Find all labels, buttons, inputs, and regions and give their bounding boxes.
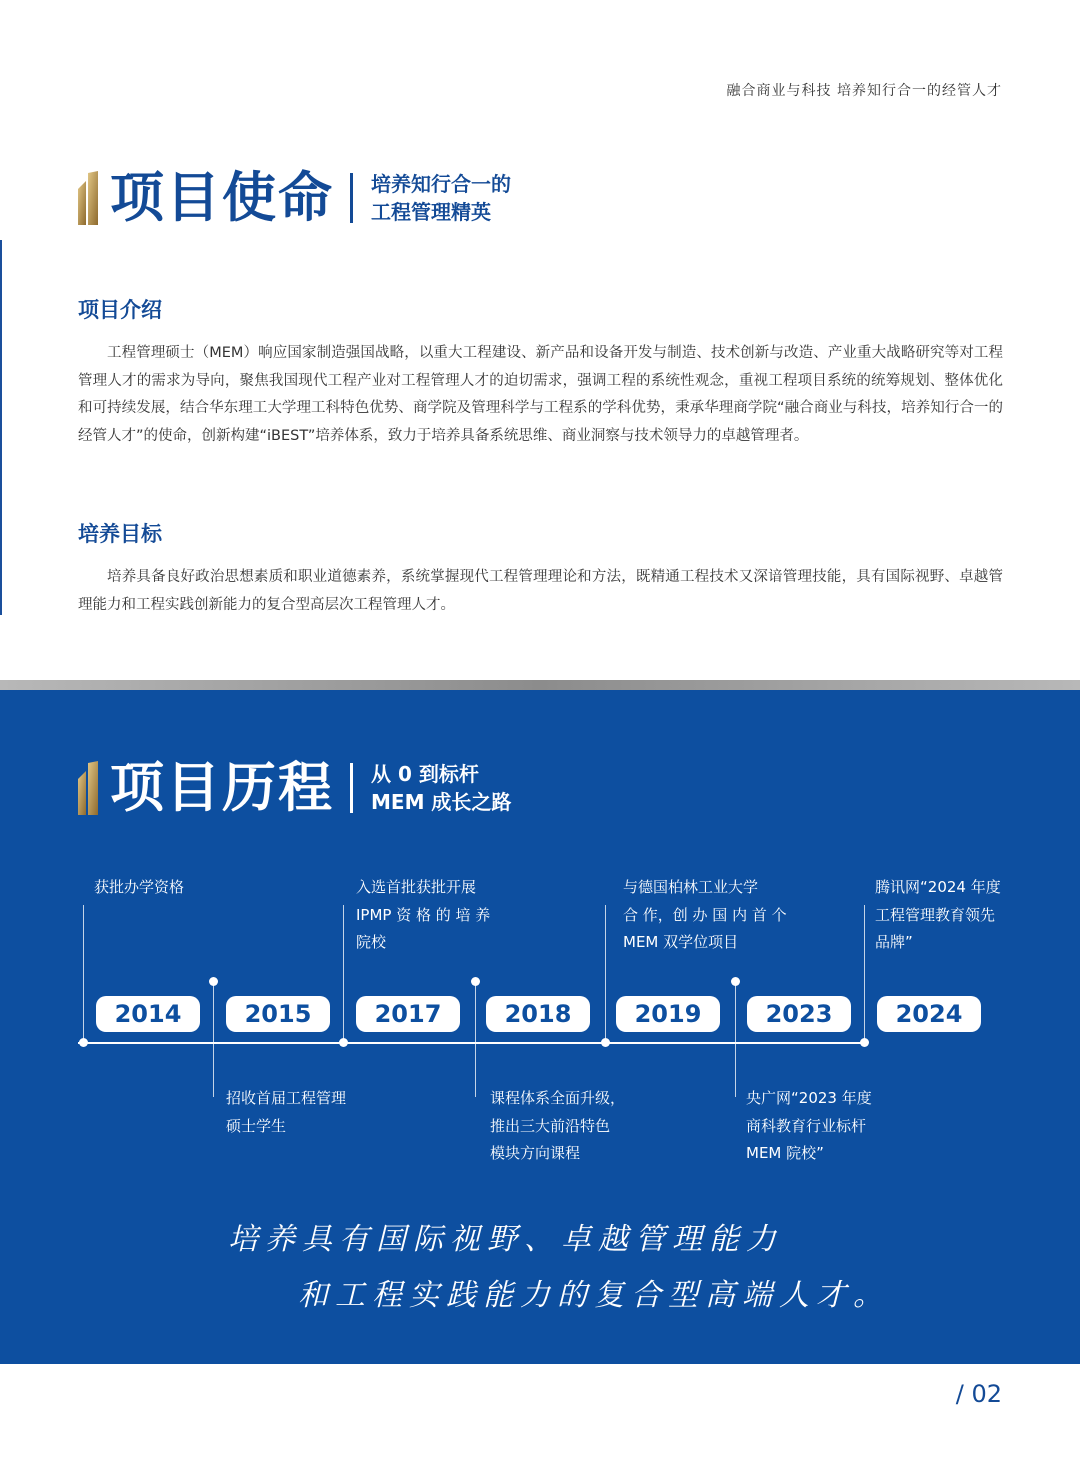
milestone-text: 模块方向课程 [490, 1144, 581, 1162]
intro-paragraph: 工程管理硕士（MEM）响应国家制造强国战略，以重大工程建设、新产品和设备开发与制造、技术创新与改造、产业重大战略研究等对工程管理人才的需求为导向，聚焦我国现代工程产业对工程管理人才的迫切需求，强调工程的系统性观念，重视工程项目系统的统筹规划、整体优化和可持续发展，结合华东理工大学理工科特色优势、商学院及管理科学与工程系的学科优势，秉承华理商学院“融合商业与科技，培养知行合一的经管人才”的使命，创新构建“iBEST”培养体系，致力于培养具备系统思维、商业洞察与技术领导力的卓越管理者。 [78, 345, 1003, 444]
history-header [78, 756, 512, 819]
milestone-2015 [226, 1085, 376, 1140]
timeline-connector [864, 905, 865, 1043]
timeline-dot [79, 1038, 88, 1047]
intro-heading: 项目介绍 [78, 298, 162, 322]
milestone-2018 [490, 1085, 660, 1168]
milestone-text: 与德国柏林工业大学 [623, 878, 759, 896]
milestone-text: MEM 院校” [746, 1144, 824, 1162]
section-separator-band [0, 680, 1080, 690]
year-badge-2014: 2014 [96, 996, 200, 1032]
milestone-text: 工程管理教育领先 [875, 905, 996, 924]
milestone-text: 腾讯网“2024 年度 [875, 878, 1001, 896]
timeline-dot [471, 977, 480, 986]
year-badge-2023: 2023 [747, 996, 851, 1032]
timeline-connector [343, 905, 344, 1043]
milestone-text: 推出三大前沿特色 [490, 1116, 611, 1135]
gold-bar-logo-icon [78, 761, 98, 815]
history-divider [350, 763, 353, 813]
year-badge-2024: 2024 [877, 996, 981, 1032]
milestone-text: 课程体系全面升级， [490, 1089, 626, 1107]
timeline-dot [860, 1038, 869, 1047]
timeline-connector [475, 985, 476, 1097]
timeline-connector [735, 985, 736, 1097]
timeline-dot [339, 1038, 348, 1047]
mission-title: 项目使命 [110, 166, 334, 229]
milestone-text: 院校 [356, 933, 387, 951]
timeline-dot [209, 977, 218, 986]
gold-bar-logo-icon [78, 171, 98, 225]
milestone-2024 [875, 874, 1035, 957]
year-badge-2017: 2017 [356, 996, 460, 1032]
milestone-text: 入选首批获批开展 [356, 878, 477, 896]
slogan-line1: 培养具有国际视野、卓越管理能力 [228, 1222, 783, 1257]
milestone-text: 商科教育行业标杆 [746, 1116, 867, 1135]
milestone-text: IPMP 资 格 的 培 养 [356, 905, 491, 924]
slogan-line2: 和工程实践能力的复合型高端人才。 [298, 1278, 890, 1313]
timeline-axis [78, 1042, 868, 1044]
milestone-text: 品牌” [875, 933, 913, 951]
history-subtitle-line1: 从 0 到标杆 [371, 762, 479, 786]
milestone-text: 央广网“2023 年度 [746, 1089, 872, 1107]
year-badge-2015: 2015 [226, 996, 330, 1032]
timeline-dot [731, 977, 740, 986]
mission-divider [350, 173, 353, 223]
history-subtitle [371, 760, 511, 816]
timeline-connector [605, 905, 606, 1043]
year-badge-2019: 2019 [616, 996, 720, 1032]
year-badge-2018: 2018 [486, 996, 590, 1032]
milestone-text: 招收首届工程管理 [226, 1089, 347, 1107]
left-edge-line [0, 240, 2, 615]
milestone-2023 [746, 1085, 906, 1168]
header-tagline: 融合商业与科技 培养知行合一的经管人才 [726, 83, 1002, 99]
milestone-text: MEM 双学位项目 [623, 933, 739, 951]
history-title: 项目历程 [110, 756, 334, 819]
timeline-dot [601, 1038, 610, 1047]
mission-subtitle-line2: 工程管理精英 [371, 200, 491, 224]
milestone-2014 [94, 874, 244, 902]
mission-subtitle [371, 170, 511, 226]
timeline-connector [213, 985, 214, 1097]
milestone-text: 获批办学资格 [94, 878, 185, 896]
mission-header [78, 166, 511, 229]
milestone-2017 [356, 874, 506, 957]
page-number: / 02 [955, 1380, 1002, 1408]
milestone-2019 [623, 874, 798, 957]
mission-subtitle-line1: 培养知行合一的 [371, 172, 511, 196]
goal-paragraph: 培养具备良好政治思想素质和职业道德素养，系统掌握现代工程管理理论和方法，既精通工程技术又深谙管理技能，具有国际视野、卓越管理能力和工程实践创新能力的复合型高层次工程管理人才。 [78, 569, 1003, 613]
history-subtitle-line2: MEM 成长之路 [371, 790, 512, 814]
goal-heading: 培养目标 [78, 522, 162, 546]
timeline-connector [83, 905, 84, 1043]
milestone-text: 硕士学生 [226, 1116, 287, 1135]
milestone-text: 合 作，创 办 国 内 首 个 [623, 905, 787, 924]
